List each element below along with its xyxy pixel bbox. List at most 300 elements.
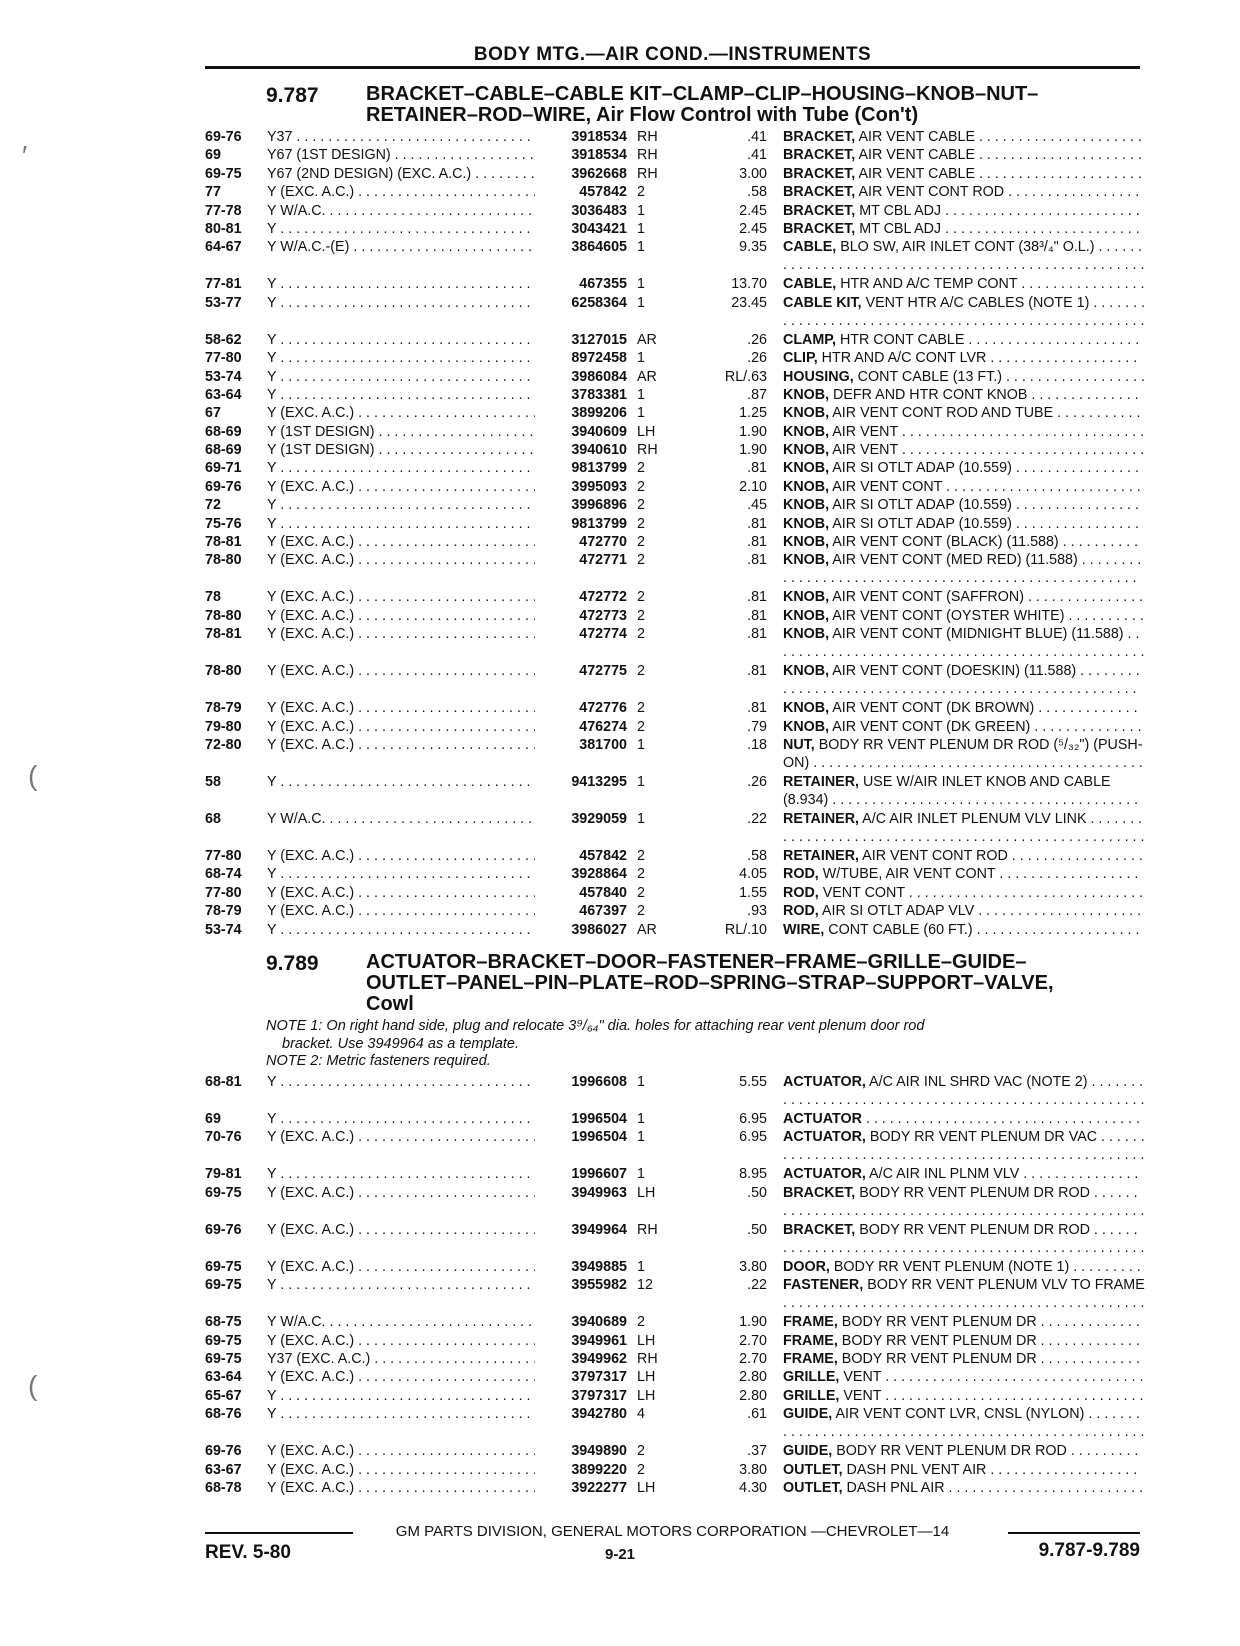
application: Y (EXC. A.C.) . . . xyxy=(267,551,535,569)
price: 4.30 xyxy=(739,1479,767,1496)
part-row xyxy=(205,588,1145,606)
price: .37 xyxy=(747,1443,767,1460)
part-keyword: ACTUATOR, xyxy=(783,1074,866,1090)
part-number: 3949890 xyxy=(539,1442,627,1460)
part-description: VENT xyxy=(839,1369,882,1386)
part-number: 3942780 xyxy=(539,1405,627,1423)
part-row xyxy=(205,1073,1145,1110)
description xyxy=(783,515,1145,533)
quantity: 2 xyxy=(637,884,645,901)
application: Y (EXC. A.C.) . . . xyxy=(267,1221,535,1239)
part-number: 3127015 xyxy=(539,331,627,349)
application: Y . . . xyxy=(267,496,535,514)
application: Y (EXC. A.C.) . . . xyxy=(267,736,535,754)
part-description: AIR VENT CONT (SAFFRON) xyxy=(829,589,1024,606)
part-description: BODY RR VENT PLENUM DR xyxy=(837,1332,1037,1349)
part-keyword: BRACKET, xyxy=(783,184,856,201)
part-description: HTR AND A/C TEMP CONT xyxy=(836,276,1018,293)
part-keyword: GRILLE, xyxy=(783,1369,840,1386)
part-keyword: BRACKET, xyxy=(783,165,856,182)
price: .26 xyxy=(747,350,767,367)
quantity: 1 xyxy=(637,294,645,311)
part-number: 3783381 xyxy=(539,386,627,404)
description xyxy=(783,368,1145,386)
part-keyword: KNOB, xyxy=(783,497,830,514)
price: .58 xyxy=(747,184,767,201)
description xyxy=(783,220,1145,238)
description xyxy=(783,884,1145,902)
quantity: 2 xyxy=(637,663,645,680)
part-row xyxy=(205,847,1145,865)
application: Y . . . xyxy=(267,275,535,293)
part-number: 472771 xyxy=(539,551,627,569)
model-years: 69-75 xyxy=(205,165,242,182)
part-description: CONT CABLE (60 FT.) xyxy=(824,921,973,938)
part-description: AIR SI OTLT ADAP (10.559) xyxy=(829,515,1012,532)
part-keyword: ROD, xyxy=(783,884,819,901)
model-years: 69-75 xyxy=(205,1184,242,1201)
application: Y . . . xyxy=(267,1165,535,1183)
part-keyword: OUTLET, xyxy=(783,1461,843,1478)
description xyxy=(783,1258,1145,1276)
application: Y (EXC. A.C.) . . . xyxy=(267,902,535,920)
application: Y (1ST DESIGN) . . . xyxy=(267,423,535,441)
part-number: 3899206 xyxy=(539,404,627,422)
part-description: BODY RR VENT PLENUM DR ROD xyxy=(855,1221,1090,1238)
model-years: 63-64 xyxy=(205,1369,242,1386)
description xyxy=(783,1461,1145,1479)
description xyxy=(783,183,1145,201)
part-description: DASH PNL AIR xyxy=(842,1479,945,1496)
part-keyword: BRACKET, xyxy=(783,220,856,237)
part-row xyxy=(205,1387,1145,1405)
part-keyword: CLAMP, xyxy=(783,331,836,348)
description xyxy=(783,423,1145,441)
application: Y (EXC. A.C.) . . . xyxy=(267,1461,535,1479)
section-title-line: OUTLET–PANEL–PIN–PLATE–ROD–SPRING–STRAP–SUPPORT–VALVE, xyxy=(366,972,1054,994)
quantity: 1 xyxy=(637,1111,645,1127)
part-row xyxy=(205,1221,1145,1258)
description xyxy=(783,165,1145,183)
description xyxy=(783,625,1145,662)
price: .22 xyxy=(747,810,767,827)
part-description: A/C AIR INL SHRD VAC (NOTE 2) xyxy=(865,1074,1088,1090)
part-description: AIR VENT CONT (DK BROWN) xyxy=(829,700,1035,717)
description xyxy=(783,1313,1145,1331)
part-number: 3949885 xyxy=(539,1258,627,1276)
price: .81 xyxy=(747,534,767,551)
part-number: 3986084 xyxy=(539,368,627,386)
part-description: BODY RR VENT PLENUM DR xyxy=(837,1314,1037,1331)
description xyxy=(783,441,1145,459)
model-years: 68-74 xyxy=(205,866,242,883)
quantity: 2 xyxy=(637,718,645,735)
part-row xyxy=(205,294,1145,331)
part-keyword: KNOB, xyxy=(783,460,830,477)
part-keyword: BRACKET, xyxy=(783,1221,856,1238)
part-number: 3797317 xyxy=(539,1368,627,1386)
note: bracket. Use 3949964 as a template. xyxy=(282,1035,519,1052)
part-number: 3955982 xyxy=(539,1276,627,1294)
application: Y W/A.C. . . . xyxy=(267,202,535,220)
part-number: 472773 xyxy=(539,607,627,625)
notes xyxy=(266,1018,1126,1071)
model-years: 68-76 xyxy=(205,1406,242,1423)
description xyxy=(783,1184,1145,1221)
part-row xyxy=(205,699,1145,717)
part-number: 3036483 xyxy=(539,202,627,220)
application: Y (EXC. A.C.) . . . xyxy=(267,478,535,496)
description xyxy=(783,1387,1145,1405)
application: Y . . . xyxy=(267,1276,535,1294)
model-years: 78-80 xyxy=(205,552,242,569)
part-row xyxy=(205,533,1145,551)
part-row xyxy=(205,404,1145,422)
application: Y67 (1ST DESIGN) . . . xyxy=(267,146,535,164)
application: Y67 (2ND DESIGN) (EXC. A.C.) . . . xyxy=(267,165,535,183)
quantity: 1 xyxy=(637,276,645,293)
part-row xyxy=(205,349,1145,367)
quantity: 2 xyxy=(637,847,645,864)
application: Y (EXC. A.C.) . . . xyxy=(267,1479,535,1497)
part-keyword: KNOB, xyxy=(783,405,830,422)
price: .81 xyxy=(747,552,767,569)
quantity: 2 xyxy=(637,589,645,606)
part-description: CONT CABLE (13 FT.) xyxy=(853,368,1002,385)
part-number: 472776 xyxy=(539,699,627,717)
section-title-line: Cowl xyxy=(366,993,414,1015)
note: NOTE 1: On right hand side, plug and relocate 3⁹/₆₄" dia. holes for attaching rear vent plenum door rod xyxy=(266,1018,925,1034)
part-keyword: RETAINER, xyxy=(783,810,859,827)
quantity: AR xyxy=(637,331,657,348)
part-keyword: RETAINER, xyxy=(783,773,859,790)
quantity: 4 xyxy=(637,1406,645,1423)
quantity: AR xyxy=(637,921,657,938)
part-description: AIR VENT CONT xyxy=(829,478,943,495)
part-row xyxy=(205,1405,1145,1442)
quantity: RH xyxy=(637,1221,658,1238)
application: Y . . . xyxy=(267,220,535,238)
part-number: 467355 xyxy=(539,275,627,293)
description xyxy=(783,404,1145,422)
quantity: RH xyxy=(637,1350,658,1367)
price: .87 xyxy=(747,386,767,403)
part-row xyxy=(205,865,1145,883)
price: .50 xyxy=(747,1184,767,1201)
part-row xyxy=(205,368,1145,386)
price: 1.90 xyxy=(739,442,767,459)
description xyxy=(783,607,1145,625)
price: 2.45 xyxy=(739,202,767,219)
part-row xyxy=(205,1165,1145,1183)
part-number: 381700 xyxy=(539,736,627,754)
model-years: 69 xyxy=(205,1111,221,1127)
price: 2.80 xyxy=(739,1387,767,1404)
application: Y . . . xyxy=(267,1073,535,1091)
quantity: 1 xyxy=(637,1129,645,1146)
part-number: 3797317 xyxy=(539,1387,627,1405)
part-description: AIR VENT CABLE xyxy=(855,165,975,182)
application: Y W/A.C. . . . xyxy=(267,810,535,828)
quantity: 1 xyxy=(637,239,645,256)
part-row xyxy=(205,238,1145,275)
model-years: 79-80 xyxy=(205,718,242,735)
part-keyword: BRACKET, xyxy=(783,1184,856,1201)
description xyxy=(783,718,1145,736)
price: .81 xyxy=(747,663,767,680)
part-keyword: BRACKET, xyxy=(783,147,856,164)
part-keyword: KNOB, xyxy=(783,478,830,495)
page-number: 9-21 xyxy=(604,1546,636,1563)
quantity: 2 xyxy=(637,497,645,514)
part-row xyxy=(205,1313,1145,1331)
price: 3.00 xyxy=(739,165,767,182)
application: Y (EXC. A.C.) . . . xyxy=(267,662,535,680)
application: Y . . . xyxy=(267,515,535,533)
application: Y . . . xyxy=(267,331,535,349)
quantity: 2 xyxy=(637,1443,645,1460)
part-description: AIR VENT CONT (OYSTER WHITE) xyxy=(829,607,1065,624)
quantity: 1 xyxy=(637,220,645,237)
quantity: AR xyxy=(637,368,657,385)
model-years: 77 xyxy=(205,184,221,201)
price: .58 xyxy=(747,847,767,864)
hole-punch-mark: ( xyxy=(28,760,38,791)
part-number: 9813799 xyxy=(539,515,627,533)
part-description: AIR VENT CONT ROD xyxy=(859,847,1008,864)
part-keyword: ACTUATOR, xyxy=(783,1129,866,1146)
part-number: 3949963 xyxy=(539,1184,627,1202)
price: RL/.63 xyxy=(724,368,767,385)
part-keyword: BRACKET, xyxy=(783,129,856,145)
section-title xyxy=(366,84,1106,126)
part-keyword: KNOB, xyxy=(783,552,830,569)
part-description: BODY RR VENT PLENUM VLV TO FRAME xyxy=(863,1277,1145,1294)
part-row xyxy=(205,1479,1145,1497)
part-row xyxy=(205,459,1145,477)
note: NOTE 2: Metric fasteners required. xyxy=(266,1053,491,1069)
part-description: AIR VENT xyxy=(829,423,898,440)
part-number: 1996608 xyxy=(539,1073,627,1091)
application: Y . . . xyxy=(267,773,535,791)
part-row xyxy=(205,202,1145,220)
model-years: 69-75 xyxy=(205,1258,242,1275)
part-keyword: KNOB, xyxy=(783,663,830,680)
model-years: 69-75 xyxy=(205,1277,242,1294)
description xyxy=(783,1165,1145,1183)
price: .81 xyxy=(747,700,767,717)
description xyxy=(783,202,1145,220)
application: Y (EXC. A.C.) . . . xyxy=(267,1368,535,1386)
price: 2.10 xyxy=(739,478,767,495)
model-years: 78-79 xyxy=(205,903,242,920)
price: .81 xyxy=(747,626,767,643)
part-row xyxy=(205,607,1145,625)
part-description: VENT xyxy=(839,1387,882,1404)
description xyxy=(783,1368,1145,1386)
part-keyword: KNOB, xyxy=(783,700,830,717)
part-description: MT CBL ADJ xyxy=(855,202,942,219)
part-row xyxy=(205,902,1145,920)
parts-list xyxy=(205,128,1145,939)
model-years: 79-81 xyxy=(205,1166,242,1183)
description xyxy=(783,847,1145,865)
quantity: 12 xyxy=(637,1277,653,1294)
part-row xyxy=(205,441,1145,459)
part-keyword: CABLE KIT, xyxy=(783,294,862,311)
part-number: 9813799 xyxy=(539,459,627,477)
model-years: 77-80 xyxy=(205,847,242,864)
quantity: 1 xyxy=(637,386,645,403)
part-row xyxy=(205,128,1145,146)
part-keyword: ROD, xyxy=(783,903,819,920)
part-row xyxy=(205,478,1145,496)
part-keyword: KNOB, xyxy=(783,423,830,440)
quantity: 1 xyxy=(637,773,645,790)
price: 8.95 xyxy=(739,1166,767,1183)
description xyxy=(783,386,1145,404)
model-years: 68-81 xyxy=(205,1074,242,1090)
description xyxy=(783,865,1145,883)
application: Y37 (EXC. A.C.) . . . xyxy=(267,1350,535,1368)
model-years: 53-77 xyxy=(205,294,242,311)
part-keyword: OUTLET, xyxy=(783,1479,843,1496)
application: Y (EXC. A.C.) . . . xyxy=(267,847,535,865)
model-years: 77-78 xyxy=(205,202,242,219)
price: .41 xyxy=(747,147,767,164)
model-years: 78-81 xyxy=(205,626,242,643)
price: .41 xyxy=(747,129,767,145)
price: 5.55 xyxy=(739,1074,767,1090)
part-description: AIR VENT CABLE xyxy=(855,129,975,145)
part-row xyxy=(205,220,1145,238)
part-row xyxy=(205,921,1145,939)
part-number: 457842 xyxy=(539,847,627,865)
part-description: BODY RR VENT PLENUM DR ROD xyxy=(855,1184,1090,1201)
price: RL/.10 xyxy=(724,921,767,938)
application: Y . . . xyxy=(267,1110,535,1128)
description xyxy=(783,349,1145,367)
model-years: 69-75 xyxy=(205,1350,242,1367)
price: .81 xyxy=(747,589,767,606)
part-row xyxy=(205,331,1145,349)
model-years: 77-80 xyxy=(205,884,242,901)
part-description: HTR CONT CABLE xyxy=(835,331,965,348)
application: Y (EXC. A.C.) . . . xyxy=(267,607,535,625)
part-row xyxy=(205,810,1145,847)
quantity: 1 xyxy=(637,1074,645,1090)
application: Y (EXC. A.C.) . . . xyxy=(267,1258,535,1276)
part-row xyxy=(205,1258,1145,1276)
part-description: AIR SI OTLT ADAP VLV xyxy=(818,903,975,920)
section-title-line: ACTUATOR–BRACKET–DOOR–FASTENER–FRAME–GRILLE–GUIDE– xyxy=(366,951,1027,973)
model-years: 72 xyxy=(205,497,221,514)
quantity: 1 xyxy=(637,1166,645,1183)
model-years: 58-62 xyxy=(205,331,242,348)
part-keyword: FRAME, xyxy=(783,1314,838,1331)
part-number: 3918534 xyxy=(539,146,627,164)
part-number: 3940609 xyxy=(539,423,627,441)
model-years: 69-75 xyxy=(205,1332,242,1349)
part-keyword: KNOB, xyxy=(783,515,830,532)
model-years: 80-81 xyxy=(205,220,242,237)
part-description: AIR VENT CONT ROD AND TUBE xyxy=(829,405,1054,422)
part-keyword: FRAME, xyxy=(783,1350,838,1367)
part-description: AIR VENT CONT LVR, CNSL (NYLON) xyxy=(832,1406,1085,1423)
application: Y (EXC. A.C.) . . . xyxy=(267,1442,535,1460)
application: Y (EXC. A.C.) . . . xyxy=(267,1184,535,1202)
part-number: 3864605 xyxy=(539,238,627,256)
quantity: 1 xyxy=(637,405,645,422)
model-years: 72-80 xyxy=(205,736,242,753)
part-number: 9413295 xyxy=(539,773,627,791)
model-years: 78-81 xyxy=(205,534,242,551)
price: .26 xyxy=(747,773,767,790)
hole-punch-mark: ( xyxy=(28,1370,38,1401)
part-row xyxy=(205,1332,1145,1350)
model-years: 58 xyxy=(205,773,221,790)
price: .22 xyxy=(747,1277,767,1294)
part-number: 472775 xyxy=(539,662,627,680)
model-years: 67 xyxy=(205,405,221,422)
part-row xyxy=(205,515,1145,533)
part-keyword: GRILLE, xyxy=(783,1387,840,1404)
part-description: MT CBL ADJ xyxy=(855,220,942,237)
model-years: 77-81 xyxy=(205,276,242,293)
part-number: 3929059 xyxy=(539,810,627,828)
quantity: LH xyxy=(637,1184,656,1201)
price: 1.25 xyxy=(739,405,767,422)
price: 6.95 xyxy=(739,1111,767,1127)
model-years: 75-76 xyxy=(205,515,242,532)
price: .50 xyxy=(747,1221,767,1238)
part-keyword: BRACKET, xyxy=(783,202,856,219)
part-description: VENT HTR A/C CABLES (NOTE 1) xyxy=(861,294,1090,311)
quantity: RH xyxy=(637,147,658,164)
part-number: 3962668 xyxy=(539,165,627,183)
price: 2.80 xyxy=(739,1369,767,1386)
model-years: 68 xyxy=(205,810,221,827)
price: 1.90 xyxy=(739,1314,767,1331)
application: Y (EXC. A.C.) . . . xyxy=(267,183,535,201)
description xyxy=(783,1110,1145,1128)
description xyxy=(783,773,1145,810)
part-row xyxy=(205,496,1145,514)
model-years: 69 xyxy=(205,147,221,164)
description xyxy=(783,588,1145,606)
part-keyword: ROD, xyxy=(783,866,819,883)
part-number: 3986027 xyxy=(539,921,627,939)
quantity: 2 xyxy=(637,515,645,532)
part-keyword: FRAME, xyxy=(783,1332,838,1349)
part-number: 472770 xyxy=(539,533,627,551)
description xyxy=(783,662,1145,699)
quantity: 2 xyxy=(637,460,645,477)
description xyxy=(783,128,1145,146)
part-description: AIR VENT CONT ROD xyxy=(855,184,1005,201)
application: Y (EXC. A.C.) . . . xyxy=(267,718,535,736)
description xyxy=(783,1405,1145,1442)
part-keyword: ACTUATOR, xyxy=(783,1166,866,1183)
price: 3.80 xyxy=(739,1258,767,1275)
quantity: LH xyxy=(637,1479,656,1496)
price: 3.80 xyxy=(739,1461,767,1478)
model-years: 69-71 xyxy=(205,460,242,477)
part-row xyxy=(205,736,1145,773)
description xyxy=(783,1073,1145,1110)
part-description: A/C AIR INLET PLENUM VLV LINK xyxy=(859,810,1087,827)
price: 1.55 xyxy=(739,884,767,901)
